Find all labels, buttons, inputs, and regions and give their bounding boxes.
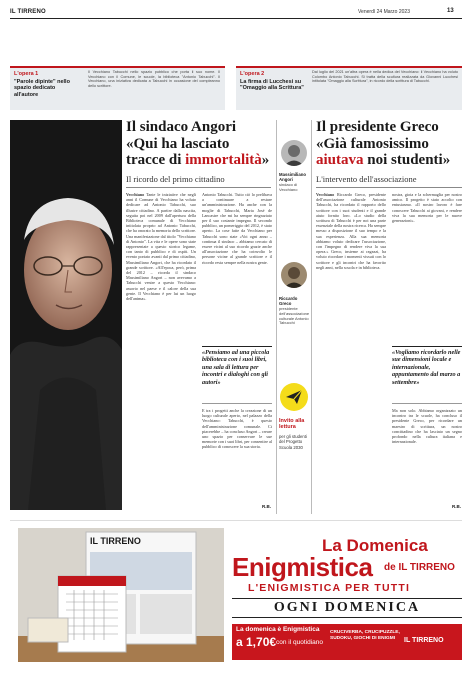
invite-text: per gli studenti del Progetto Scuola 2030 xyxy=(279,434,307,450)
teaser-2-body: Dal luglio del 2021 un'altra opera è nella dedica del Vecchiano: il Vecchiano ha voluto Colombo Antonio Tabucchi. Si tratta della scultura realizzata da Giovanni Lucchesi intitolata "Omaggio alla Scrittura", in ricordo della scrittura di Tabucchi. xyxy=(312,70,458,84)
promo-footer-masthead: IL TIRRENO xyxy=(404,637,444,644)
person-icon xyxy=(281,262,307,288)
promo-product-photo xyxy=(18,528,224,662)
right-col-1 xyxy=(316,192,386,514)
left-col-2: Antonio Tabucchi. Tutto ciò lo prelibava a continuare a restare un'amministrazione. Ha anche con la moglie di Tabucchi, Maria José de Lancastre che mi ha sempre ringraziato per il suo costante impegno. Il secondo pubblico, un pomeriggio del 2012, è stato aperto. La cose fatte da Vecchiano per Tabucchi sono state «Voi ogni anno – continua il sindaco – abbiamo cercato di essere vicini al suo ricordo grazie anche all'associazione che ha coinvolto le persone vicine al grande scrittore e il ricordo resta sempre nella nostra gente. xyxy=(202,192,272,265)
right-article-subhead: L'intervento dell'associazione xyxy=(316,174,417,184)
promo-banner: OGNI DOMENICA xyxy=(232,598,462,618)
right-pull-quote: «Vogliamo ricordarlo nelle sue dimensioni locale e internazionale, appuntamento dal marzo a settembre» xyxy=(392,349,461,386)
promo-categories: CRUCIVERBA, CRUCIPUZZLE, SUDOKU, GIOCHI DI ENIGMI xyxy=(330,630,400,641)
right-col-2: nostra, gioia e la schermaglia per nostro amico. Il progetto è stato accolto con entusiasmo. «Il nostro lavoro è fare conoscere Tabucchi ai giovani, e rendere viva la sua memoria per le nuove generazioni». xyxy=(392,192,462,224)
right-headline-line-1: Il presidente Greco xyxy=(316,119,439,135)
left-col-1 xyxy=(126,192,196,514)
right-col-1-lead: Vecchiano xyxy=(316,192,335,197)
teaser-2-headline: La firma di Lucchesi su "Omaggio alla Scrittura" xyxy=(240,79,304,92)
page-number: 13 xyxy=(447,8,454,14)
left-article-headline xyxy=(126,119,276,169)
left-pull-quote: «Pensiamo ad una piccola biblioteca con i suoi libri, una sala di lettura per incontri e dialoghi con gli autori» xyxy=(202,349,270,386)
promo-offer-line-1: La domenica è Enigmistica xyxy=(236,626,320,633)
sidebar-person-2-name: Riccardo Greco xyxy=(279,296,298,306)
left-subhead-rule xyxy=(126,187,271,188)
promo-title-prefix: La Domenica xyxy=(322,536,428,555)
left-quote-rule-top xyxy=(202,346,272,347)
teaser-1-headline: "Parole dipinte" nello spazio dedicato all'autore xyxy=(14,79,70,98)
right-headline-rest: noi studenti» xyxy=(363,152,451,168)
promo-tagline: L'ENIGMISTICA PER TUTTI xyxy=(248,582,411,594)
right-signature: R.B. xyxy=(452,504,461,509)
avatar-angori xyxy=(281,140,307,166)
promo-offer-price: a 1,70€ xyxy=(236,635,277,649)
teaser-box-1-accent xyxy=(10,66,225,68)
left-signature: R.B. xyxy=(262,504,271,509)
person-icon xyxy=(281,140,307,166)
right-subhead-rule xyxy=(316,187,462,188)
right-article-headline xyxy=(316,119,466,169)
avatar-greco xyxy=(281,262,307,288)
paper-plane-icon xyxy=(280,383,308,411)
right-headline-line-3 xyxy=(316,152,466,169)
right-col-2-after: Ma non solo. Abbiamo organizzato un incontro tra le scuole, ha concluso il presidente Greco, per ricordare un maestro di scrittura, un nostro concittadino che ha lasciato un segno profondo nella cultura italiana e internazionale. xyxy=(392,408,462,445)
masthead: IL TIRRENO xyxy=(10,9,46,15)
right-col-1-text: Riccardo Greco, presidente dell'associazione culturale Antonio Tabucchi, ha ricordato il rapporto dello scrittore con i suoi studenti e il grande aiuto fornito loro. «Lo studio della scrittura di Tabucchi è per noi una parte essenziale della nostra ricerca. Ha sempre messo a disposizione il suo tempo e la sua esperienza. Alla sua memoria abbiamo voluto dedicare l'associazione, con l'impegno di rendere viva la sua opera.» Greco, insieme ai ragazzi, ha voluto ricordare i momenti vissuti con lo scrittore e gli incontri che ha favorito negli anni, nella scuola e in biblioteca. xyxy=(316,192,386,270)
sidebar-person-1-role: sindaco di Vecchiano xyxy=(279,182,298,192)
right-quote-rule-bottom xyxy=(392,403,462,404)
sidebar-person-1-name: Massimiliano Angori xyxy=(279,172,306,182)
portrait-illustration xyxy=(10,120,122,510)
left-col-1-text: Tante le iniziative che negli anni il Comune di Vecchiano ha voluto dedicare ad Antonio Tabucchi, suo illustre cittadino. A partire dalla nascita, seguita poi nel 2009 dall'apertura della Biblioteca comunale di Vecchiano intitolata proprio ad Antonio Tabucchi, che ha onorato la memoria dello scrittore. Una manifestazione dal titolo "Vecchiano di Antonio". La vita e le opere sono state rappresentate a questo storico legame, con tanto di pubblico e di ospiti. Un evento portato avanti dal primo cittadino, Massimiliano Angori, che ha ricordato il grande scrittore. «All'epoca, però, prima del 2012 – ricorda il sindaco Massimiliano Angori – non avevamo a Tabucchi venire a questo Vecchiano: assorto nel paese e il calore della sua gente. Il Vecchiano è per lui un luogo dell'anima». xyxy=(126,192,196,302)
sidebar-right-divider xyxy=(311,120,312,514)
portrait-photo xyxy=(10,120,122,510)
left-headline-red-word: immortalità xyxy=(185,152,262,168)
invite-badge xyxy=(280,383,308,411)
right-headline-line-2: «Già famosissimo xyxy=(316,135,429,152)
right-quote-rule-top xyxy=(392,346,462,347)
promo-offer-line-2: con il quotidiano xyxy=(276,639,323,646)
left-col-2-after: E tra i progetti anche la creazione di un luogo culturale aperto, nel palazzo della Vecchiano: Tabucchi, è questo dell'amministrazione comunale. Ci piacerebbe – ha concluso Angori – creare uno spazio per conservare le sue memorie con i suoi libri, per consentire al pubblico di conoscere la sua storia. xyxy=(202,408,272,450)
teaser-1-body: Il Vecchiano Tabucchi nello spazio pubblico che porta il suo nome. Il Vecchiano con il Comune, le scuole, la biblioteca "Antonio Tabucchi". Il Vecchiano, una iniziativa dedicata a Tabucchi in occasione del compleanno dello scrittore. xyxy=(88,70,220,88)
teaser-1-kicker: L'opera 1 xyxy=(14,71,39,77)
sidebar-left-divider xyxy=(276,120,277,514)
left-col-1-lead: Vecchiano xyxy=(126,192,145,197)
teaser-2-kicker: L'opera 2 xyxy=(240,71,265,77)
left-quote-rule-bottom xyxy=(202,403,272,404)
header-rule xyxy=(10,18,462,19)
left-headline-line-1: Il sindaco Angori xyxy=(126,119,237,135)
teaser-box-2-accent xyxy=(236,66,462,68)
promo-title-de: de IL TIRRENO xyxy=(384,562,455,573)
left-headline-prefix: tracce di xyxy=(126,152,182,168)
newspaper-stack-illustration xyxy=(18,528,224,662)
left-headline-close: » xyxy=(261,152,270,168)
promo-title-main: Enigmistica xyxy=(232,552,373,582)
invite-title: Invito alla lettura xyxy=(279,418,305,431)
left-article-subhead: Il ricordo del primo cittadino xyxy=(126,174,225,184)
left-headline-line-2: «Qui ha lasciato xyxy=(126,135,230,152)
sidebar-person-2-role: presidente dell'associazione culturale Antonio Tabucchi xyxy=(279,306,310,326)
issue-date: Venerdì 24 Marzo 2023 xyxy=(358,9,410,15)
left-headline-line-3 xyxy=(126,152,276,169)
right-headline-red-word: aiutava xyxy=(316,152,364,168)
promo-paper-masthead: IL TIRRENO xyxy=(90,536,141,546)
